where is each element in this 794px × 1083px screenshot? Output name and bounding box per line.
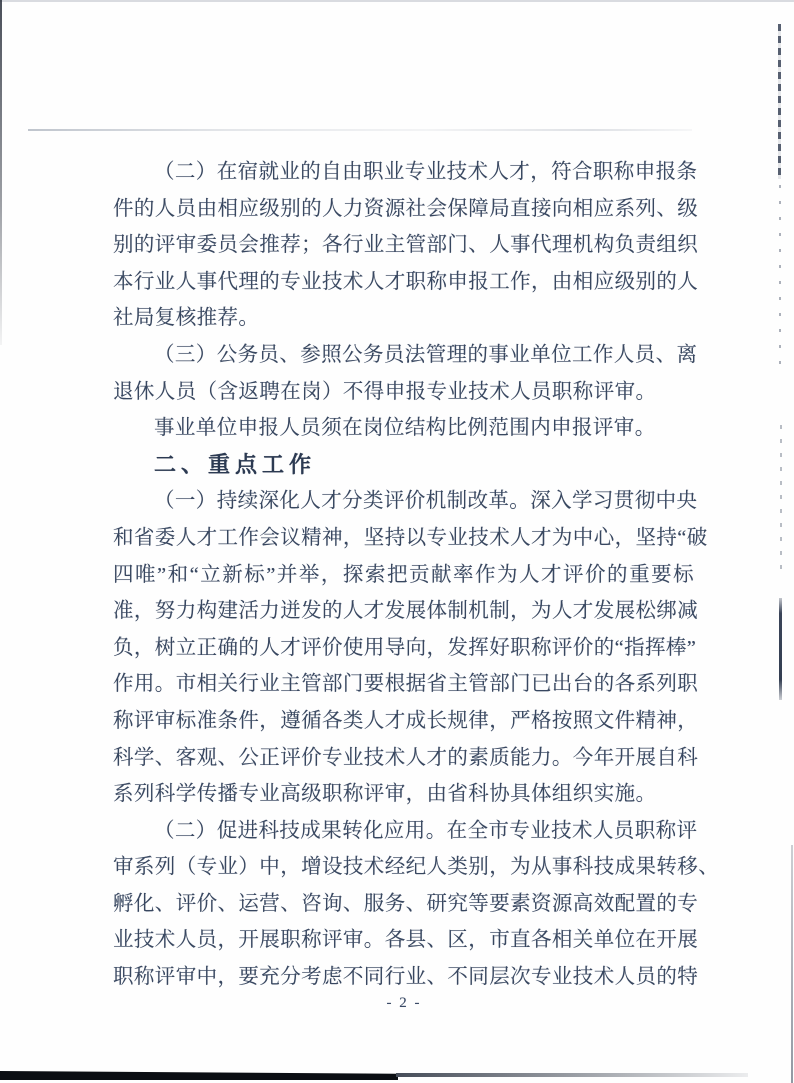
text-line: 孵化、评价、运营、咨询、服务、研究等要素资源高效配置的专 [113, 892, 699, 915]
text-line: 系列科学传播专业高级职称评审，由省科协具体组织实施。 [113, 783, 657, 806]
scan-artifact-top-edge [0, 0, 794, 2]
text-line: 本行业人事代理的专业技术人才职称申报工作，由相应级别的人 [113, 270, 699, 293]
scan-artifact-right-dots [779, 185, 781, 370]
page-number: - 2 - [386, 995, 422, 1011]
scan-artifact-right-dashes-upper [778, 24, 781, 179]
text-line: 审系列（专业）中，增设技术经纪人类别，为从事科技成果转移、 [113, 856, 720, 879]
text-line: 准，努力构建活力迸发的人才发展体制机制，为人才发展松绑减 [113, 600, 699, 623]
text-line: 业技术人员，开展职称评审。各县、区，市直各相关单位在开展 [113, 929, 699, 952]
text-line: 件的人员由相应级别的人力资源社会保障局直接向相应系列、级 [113, 197, 699, 220]
text-line: 职称评审中，要充分考虑不同行业、不同层次专业技术人员的特 [113, 966, 699, 989]
scan-artifact-bottom-bar-fade [396, 1073, 748, 1077]
text-line: 作用。市相关行业主管部门要根据省主管部门已出台的各系列职 [113, 673, 699, 696]
text-line: 事业单位申报人员须在岗位结构比例范围内申报评审。 [154, 417, 656, 440]
document-text-block [113, 154, 720, 996]
scan-artifact-left-edge [0, 0, 2, 345]
scan-artifact-fold-line [28, 129, 692, 131]
scan-artifact-right-edge [791, 845, 793, 1083]
text-line: 别的评审委员会推荐；各行业主管部门、人事代理机构负责组织 [113, 234, 699, 257]
text-line: 退休人员（含返聘在岗）不得申报专业技术人员职称评审。 [113, 380, 657, 403]
text-line: （一）持续深化人才分类评价机制改革。深入学习贯彻中央 [154, 490, 698, 513]
text-line: （三）公务员、参照公务员法管理的事业单位工作人员、离 [154, 343, 698, 366]
text-line: 社局复核推荐。 [113, 307, 260, 330]
scan-artifact-bottom-bar [0, 1070, 398, 1080]
text-line: 科学、客观、公正评价专业技术人才的素质能力。今年开展自科 [113, 746, 699, 769]
text-line: （二）促进科技成果转化应用。在全市专业技术人员职称评 [154, 819, 698, 842]
text-line: 四唯”和“立新标”并举，探索把贡献率作为人才评价的重要标 [113, 563, 694, 586]
scan-artifact-right-dash-lower [779, 598, 782, 700]
text-line: 负，树立正确的人才评价使用导向，发挥好职称评价的“指挥棒” [113, 636, 697, 659]
text-line: （二）在宿就业的自由职业专业技术人才，符合职称申报条 [154, 161, 698, 183]
scan-artifact-right-dots-2 [780, 425, 782, 570]
text-line: 和省委人才工作会议精神，坚持以专业技术人才为中心，坚持“破 [113, 526, 708, 549]
text-line: 称评审标准条件，遵循各类人才成长规律，严格按照文件精神， [113, 709, 699, 732]
section-heading: 二、重点工作 [154, 451, 317, 477]
